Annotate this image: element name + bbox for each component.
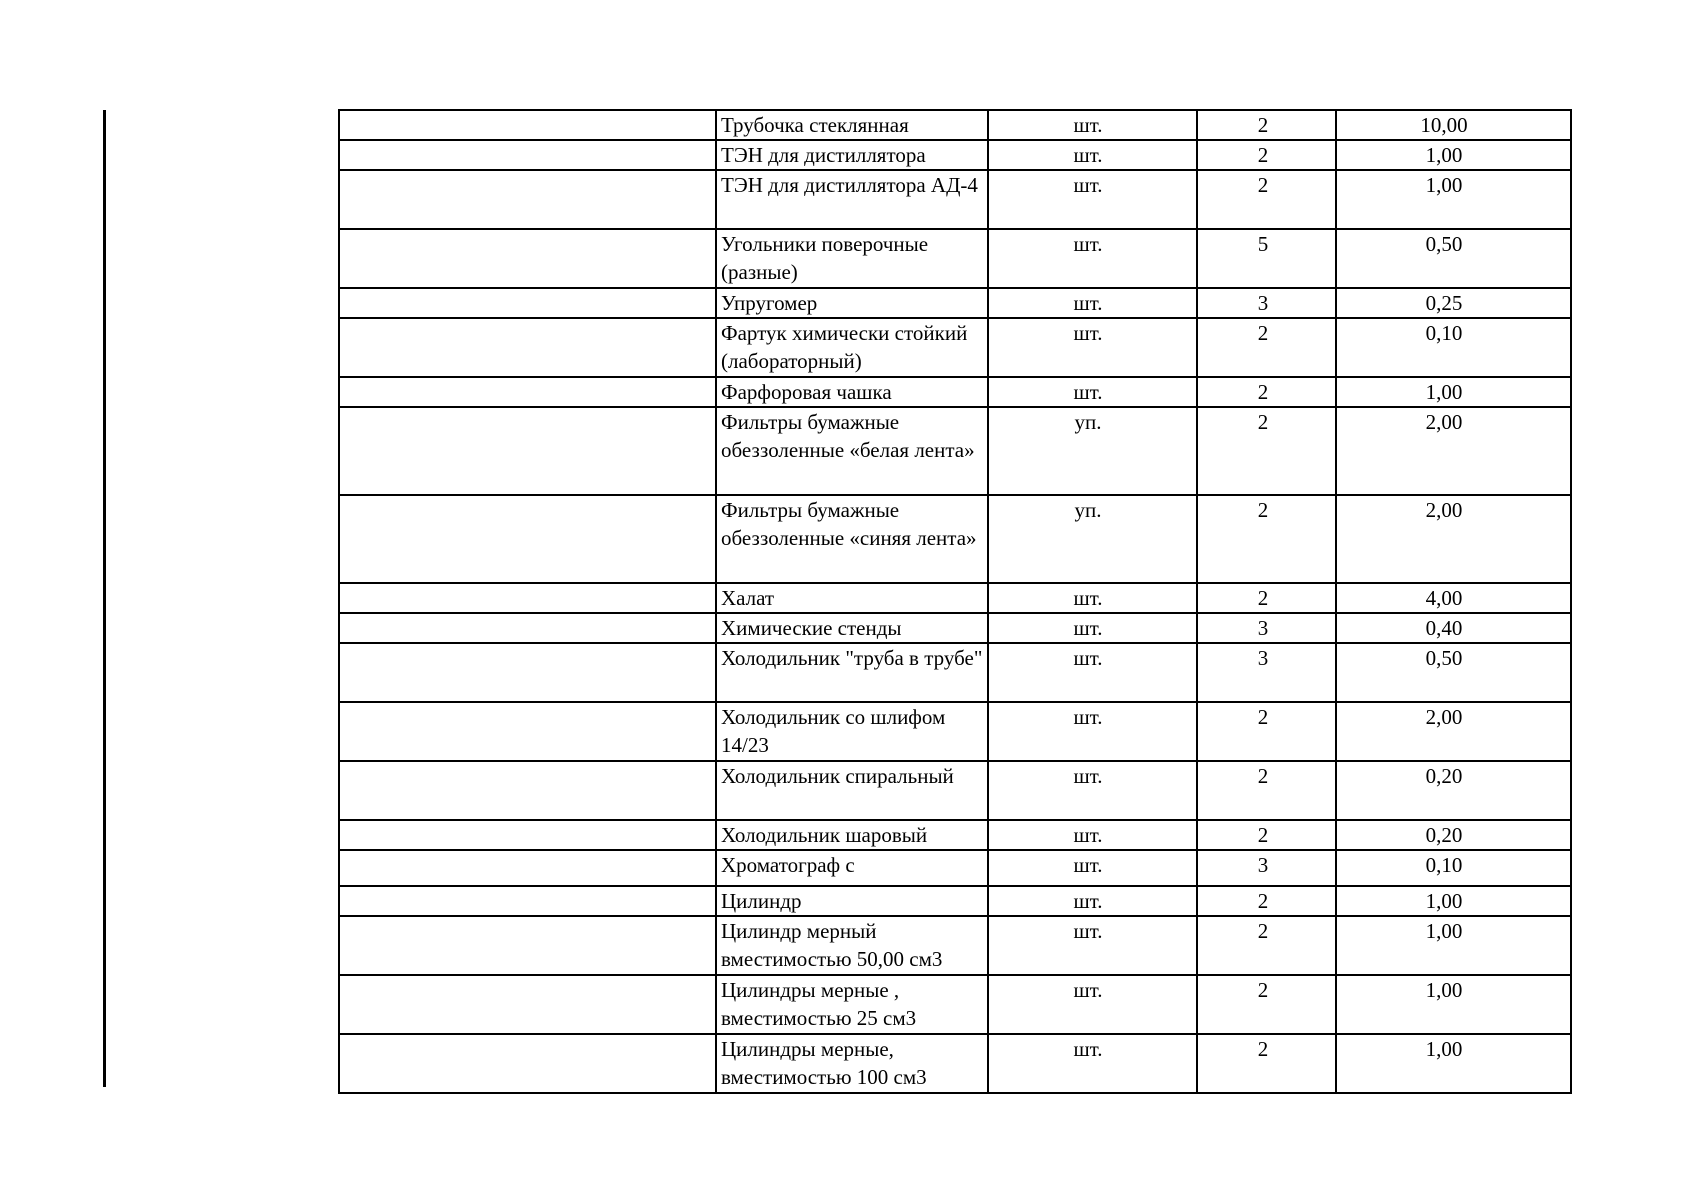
table-row bbox=[339, 318, 1571, 377]
quantity-cell: 2 bbox=[1197, 886, 1336, 916]
quantity-cell: 2 bbox=[1197, 1034, 1336, 1093]
empty-section-cell bbox=[339, 377, 716, 407]
empty-section-cell bbox=[339, 613, 716, 643]
norm-cell: 4,00 bbox=[1336, 583, 1571, 613]
item-name-cell: ТЭН для дистиллятора bbox=[716, 140, 988, 170]
empty-section-cell bbox=[339, 1034, 716, 1093]
unit-cell: шт. bbox=[988, 613, 1197, 643]
inventory-table bbox=[338, 109, 1572, 1094]
quantity-cell: 2 bbox=[1197, 820, 1336, 850]
empty-section-cell bbox=[339, 886, 716, 916]
empty-section-cell bbox=[339, 495, 716, 583]
quantity-cell: 5 bbox=[1197, 229, 1336, 288]
item-name-cell: ТЭН для дистиллятора АД-4 bbox=[716, 170, 988, 229]
unit-cell: шт. bbox=[988, 229, 1197, 288]
norm-cell: 0,20 bbox=[1336, 820, 1571, 850]
norm-cell: 0,50 bbox=[1336, 229, 1571, 288]
empty-section-cell bbox=[339, 140, 716, 170]
table-row bbox=[339, 583, 1571, 613]
table-row bbox=[339, 702, 1571, 761]
table-row bbox=[339, 916, 1571, 975]
item-name-cell: Цилиндр bbox=[716, 886, 988, 916]
quantity-cell: 2 bbox=[1197, 110, 1336, 140]
item-name-cell: Холодильник спиральный bbox=[716, 761, 988, 820]
quantity-cell: 3 bbox=[1197, 850, 1336, 886]
item-name-cell: Цилиндры мерные, вместимостью 100 см3 bbox=[716, 1034, 988, 1093]
quantity-cell: 2 bbox=[1197, 318, 1336, 377]
unit-cell: шт. bbox=[988, 170, 1197, 229]
unit-cell: шт. bbox=[988, 886, 1197, 916]
empty-section-cell bbox=[339, 288, 716, 318]
unit-cell: шт. bbox=[988, 288, 1197, 318]
empty-section-cell bbox=[339, 820, 716, 850]
item-name-cell: Хроматограф с bbox=[716, 850, 988, 886]
table-row bbox=[339, 850, 1571, 886]
table-row bbox=[339, 886, 1571, 916]
table-row bbox=[339, 110, 1571, 140]
unit-cell: шт. bbox=[988, 1034, 1197, 1093]
item-name-cell: Фартук химически стойкий (лабораторный) bbox=[716, 318, 988, 377]
left-margin-rule bbox=[103, 110, 106, 1087]
quantity-cell: 2 bbox=[1197, 140, 1336, 170]
item-name-cell: Угольники поверочные (разные) bbox=[716, 229, 988, 288]
empty-section-cell bbox=[339, 318, 716, 377]
item-name-cell: Упругомер bbox=[716, 288, 988, 318]
quantity-cell: 2 bbox=[1197, 495, 1336, 583]
unit-cell: шт. bbox=[988, 318, 1197, 377]
table-row bbox=[339, 229, 1571, 288]
item-name-cell: Фарфоровая чашка bbox=[716, 377, 988, 407]
unit-cell: шт. bbox=[988, 110, 1197, 140]
norm-cell: 0,20 bbox=[1336, 761, 1571, 820]
norm-cell: 1,00 bbox=[1336, 170, 1571, 229]
table-row bbox=[339, 820, 1571, 850]
norm-cell: 1,00 bbox=[1336, 886, 1571, 916]
item-name-cell: Фильтры бумажные обеззоленные «синяя лента» bbox=[716, 495, 988, 583]
table-row bbox=[339, 643, 1571, 702]
unit-cell: шт. bbox=[988, 975, 1197, 1034]
item-name-cell: Химические стенды bbox=[716, 613, 988, 643]
item-name-cell: Холодильник со шлифом 14/23 bbox=[716, 702, 988, 761]
unit-cell: шт. bbox=[988, 850, 1197, 886]
empty-section-cell bbox=[339, 702, 716, 761]
norm-cell: 1,00 bbox=[1336, 377, 1571, 407]
empty-section-cell bbox=[339, 975, 716, 1034]
quantity-cell: 2 bbox=[1197, 377, 1336, 407]
norm-cell: 1,00 bbox=[1336, 1034, 1571, 1093]
norm-cell: 2,00 bbox=[1336, 495, 1571, 583]
item-name-cell: Цилиндры мерные , вместимостью 25 см3 bbox=[716, 975, 988, 1034]
unit-cell: уп. bbox=[988, 495, 1197, 583]
quantity-cell: 3 bbox=[1197, 613, 1336, 643]
empty-section-cell bbox=[339, 110, 716, 140]
table-row bbox=[339, 761, 1571, 820]
empty-section-cell bbox=[339, 170, 716, 229]
unit-cell: шт. bbox=[988, 820, 1197, 850]
quantity-cell: 3 bbox=[1197, 643, 1336, 702]
item-name-cell: Халат bbox=[716, 583, 988, 613]
unit-cell: шт. bbox=[988, 140, 1197, 170]
table-row bbox=[339, 407, 1571, 495]
item-name-cell: Фильтры бумажные обеззоленные «белая лента» bbox=[716, 407, 988, 495]
empty-section-cell bbox=[339, 229, 716, 288]
empty-section-cell bbox=[339, 850, 716, 886]
item-name-cell: Цилиндр мерный вместимостью 50,00 см3 bbox=[716, 916, 988, 975]
norm-cell: 0,10 bbox=[1336, 850, 1571, 886]
norm-cell: 0,50 bbox=[1336, 643, 1571, 702]
table-row bbox=[339, 613, 1571, 643]
unit-cell: шт. bbox=[988, 702, 1197, 761]
norm-cell: 2,00 bbox=[1336, 407, 1571, 495]
quantity-cell: 3 bbox=[1197, 288, 1336, 318]
empty-section-cell bbox=[339, 643, 716, 702]
unit-cell: шт. bbox=[988, 761, 1197, 820]
empty-section-cell bbox=[339, 583, 716, 613]
norm-cell: 1,00 bbox=[1336, 140, 1571, 170]
table-row bbox=[339, 975, 1571, 1034]
norm-cell: 0,25 bbox=[1336, 288, 1571, 318]
table-row bbox=[339, 1034, 1571, 1093]
unit-cell: шт. bbox=[988, 643, 1197, 702]
table-row bbox=[339, 288, 1571, 318]
quantity-cell: 2 bbox=[1197, 975, 1336, 1034]
empty-section-cell bbox=[339, 916, 716, 975]
item-name-cell: Трубочка стеклянная bbox=[716, 110, 988, 140]
quantity-cell: 2 bbox=[1197, 916, 1336, 975]
norm-cell: 10,00 bbox=[1336, 110, 1571, 140]
quantity-cell: 2 bbox=[1197, 170, 1336, 229]
norm-cell: 2,00 bbox=[1336, 702, 1571, 761]
norm-cell: 1,00 bbox=[1336, 975, 1571, 1034]
table-row bbox=[339, 377, 1571, 407]
table-row bbox=[339, 140, 1571, 170]
quantity-cell: 2 bbox=[1197, 702, 1336, 761]
item-name-cell: Холодильник шаровый bbox=[716, 820, 988, 850]
quantity-cell: 2 bbox=[1197, 583, 1336, 613]
table-row bbox=[339, 170, 1571, 229]
unit-cell: шт. bbox=[988, 377, 1197, 407]
unit-cell: уп. bbox=[988, 407, 1197, 495]
norm-cell: 0,40 bbox=[1336, 613, 1571, 643]
empty-section-cell bbox=[339, 407, 716, 495]
quantity-cell: 2 bbox=[1197, 407, 1336, 495]
item-name-cell: Холодильник "труба в трубе" bbox=[716, 643, 988, 702]
unit-cell: шт. bbox=[988, 916, 1197, 975]
unit-cell: шт. bbox=[988, 583, 1197, 613]
norm-cell: 1,00 bbox=[1336, 916, 1571, 975]
norm-cell: 0,10 bbox=[1336, 318, 1571, 377]
table-row bbox=[339, 495, 1571, 583]
empty-section-cell bbox=[339, 761, 716, 820]
quantity-cell: 2 bbox=[1197, 761, 1336, 820]
